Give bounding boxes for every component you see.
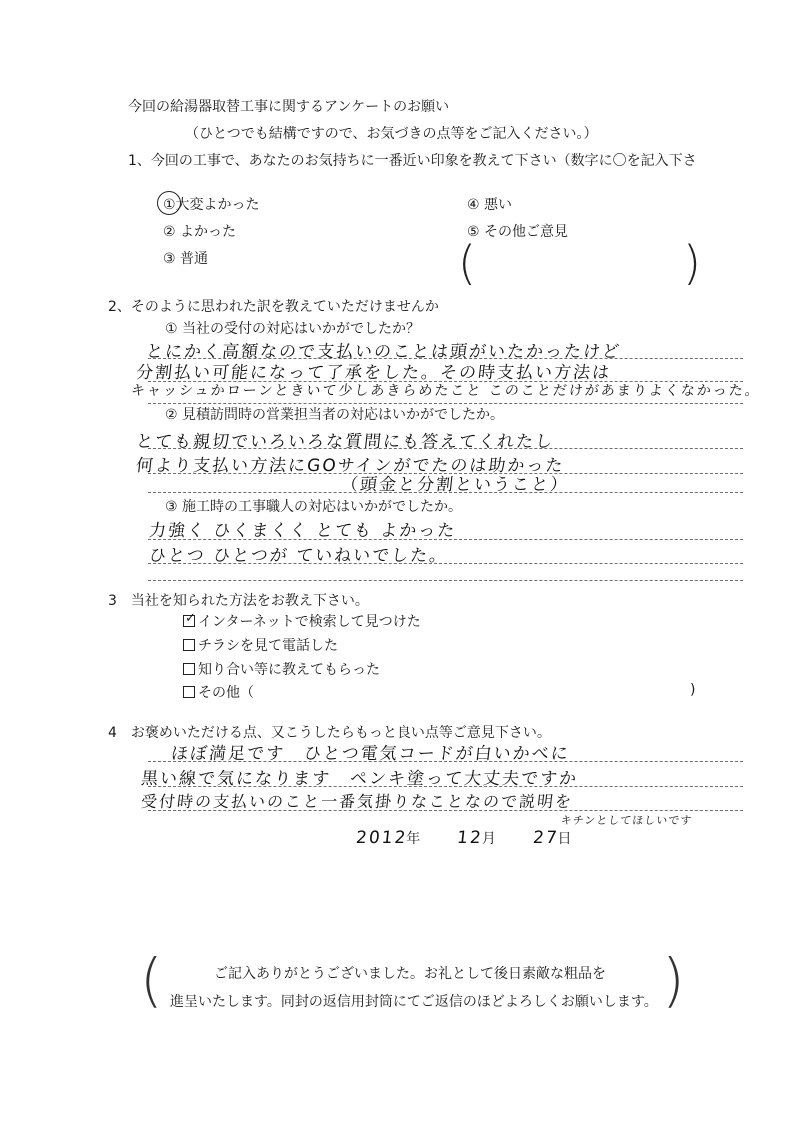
q2-question: 2、そのように思われた訳を教えていただけませんか bbox=[108, 299, 439, 315]
q2-sub1-answer-line1: とにかく高額なので支払いのことは頭がいたかったけど bbox=[145, 342, 623, 362]
q2-sub1-answer-line3: キャッシュかローンときいて少しあきらめたこと このことだけがあまりよくなかった。 bbox=[130, 383, 762, 399]
q2-sub3-answer-line2: ひとつ ひとつが ていねいでした。 bbox=[148, 546, 450, 566]
q1-question: 1、今回の工事で、あなたのお気持ちに一番近い印象を教えて下さい（数字に〇を記入下さ bbox=[128, 153, 697, 169]
date-day: 27 bbox=[531, 828, 560, 848]
q4-answer-line3: 受付時の支払いのこと一番気掛りなことなので説明を bbox=[140, 792, 575, 811]
footer-line2: 進呈いたします。同封の返信用封筒にてご返信のほどよろしくお願いします。 bbox=[170, 994, 658, 1010]
date-year-label: 年 bbox=[406, 831, 421, 847]
q2-sub3-question: ③ 施工時の工事職人の対応はいかがでしたか。 bbox=[165, 499, 462, 515]
q2-sub1-question: ① 当社の受付の対応はいかがでしたか？ bbox=[165, 321, 420, 337]
answer-line bbox=[148, 580, 743, 581]
date-month: 12 bbox=[456, 828, 485, 848]
date-year: 2012 bbox=[355, 828, 409, 848]
answer-line bbox=[148, 786, 743, 787]
q1-option-5: ⑤ その他ご意見 bbox=[467, 224, 569, 240]
q2-sub1-answer-line2: 分割払い可能になって了承をした。その時支払い方法は bbox=[135, 363, 613, 383]
q3-option-acquaintance: 知り合い等に教えてもらった bbox=[183, 659, 380, 679]
q1-option-3: ③ 普通 bbox=[163, 251, 209, 267]
date-month-label: 月 bbox=[481, 831, 496, 847]
answer-line bbox=[148, 810, 743, 811]
q2-sub2-question: ② 見積訪問時の営業担当者の対応はいかがでしたか。 bbox=[165, 407, 504, 423]
checkbox-icon bbox=[183, 686, 195, 698]
q4-answer-line2: 黒い線で気になります ペンキ塗って大丈夫ですか bbox=[140, 769, 580, 789]
q1-option-1: ①大変よかった bbox=[163, 197, 260, 213]
q3-other-close-paren: ) bbox=[690, 682, 696, 698]
q2-sub2-answer-line2: 何より支払い方法にGOサインがでたのは助かった bbox=[135, 456, 566, 476]
q3-question: 3 当社を知られた方法をお教え下さい。 bbox=[108, 593, 369, 609]
footer-line1: ご記入ありがとうございました。お礼として後日素敵な粗品を bbox=[214, 966, 606, 982]
q4-question: 4 お褒めいただける点、又こうしたらもっと良い点等ご意見下さい。 bbox=[108, 725, 551, 741]
q3-option-other: その他（ bbox=[183, 682, 254, 702]
answer-line bbox=[148, 448, 743, 449]
q1-option-4: ④ 悪い bbox=[467, 197, 513, 213]
answer-line bbox=[148, 492, 743, 493]
q2-sub3-answer-line1: 力強く ひくまくく とても よかった bbox=[148, 521, 458, 541]
checkbox-icon bbox=[183, 663, 195, 675]
q3-option-flyer: チラシを見て電話した bbox=[183, 635, 338, 655]
q1-other-close-paren: ) bbox=[683, 236, 701, 290]
q2-sub2-answer-line1: とても親切でいろいろな質問にも答えてくれたし bbox=[135, 432, 556, 452]
q2-sub2-answer-line3: （頭金と分割ということ） bbox=[340, 475, 571, 495]
answer-line bbox=[148, 539, 743, 540]
q1-other-open-paren: ( bbox=[458, 236, 476, 290]
checkbox-checked-icon: ✓ bbox=[185, 611, 196, 626]
q1-option-2: ② よかった bbox=[163, 224, 237, 240]
date-row bbox=[355, 828, 572, 848]
answer-line bbox=[148, 761, 743, 762]
footer-bracket-right: ) bbox=[662, 946, 685, 1014]
footer-bracket-left: ( bbox=[140, 946, 163, 1014]
q3-option-internet: ✓ インターネットで検索して見つけた bbox=[185, 611, 421, 630]
q4-answer-tail: キチンとしてほしいです bbox=[560, 814, 693, 827]
survey-title: 今回の給湯器取替工事に関するアンケートのお願い bbox=[128, 99, 450, 115]
q4-answer-line1: ほぼ満足です ひとつ電気コードが白いかべに bbox=[170, 744, 571, 764]
date-day-label: 日 bbox=[557, 831, 572, 847]
checkbox-icon bbox=[183, 639, 195, 651]
survey-subtitle: （ひとつでも結構ですので、お気づきの点等をご記入ください。） bbox=[185, 126, 598, 142]
answer-line bbox=[148, 563, 743, 564]
